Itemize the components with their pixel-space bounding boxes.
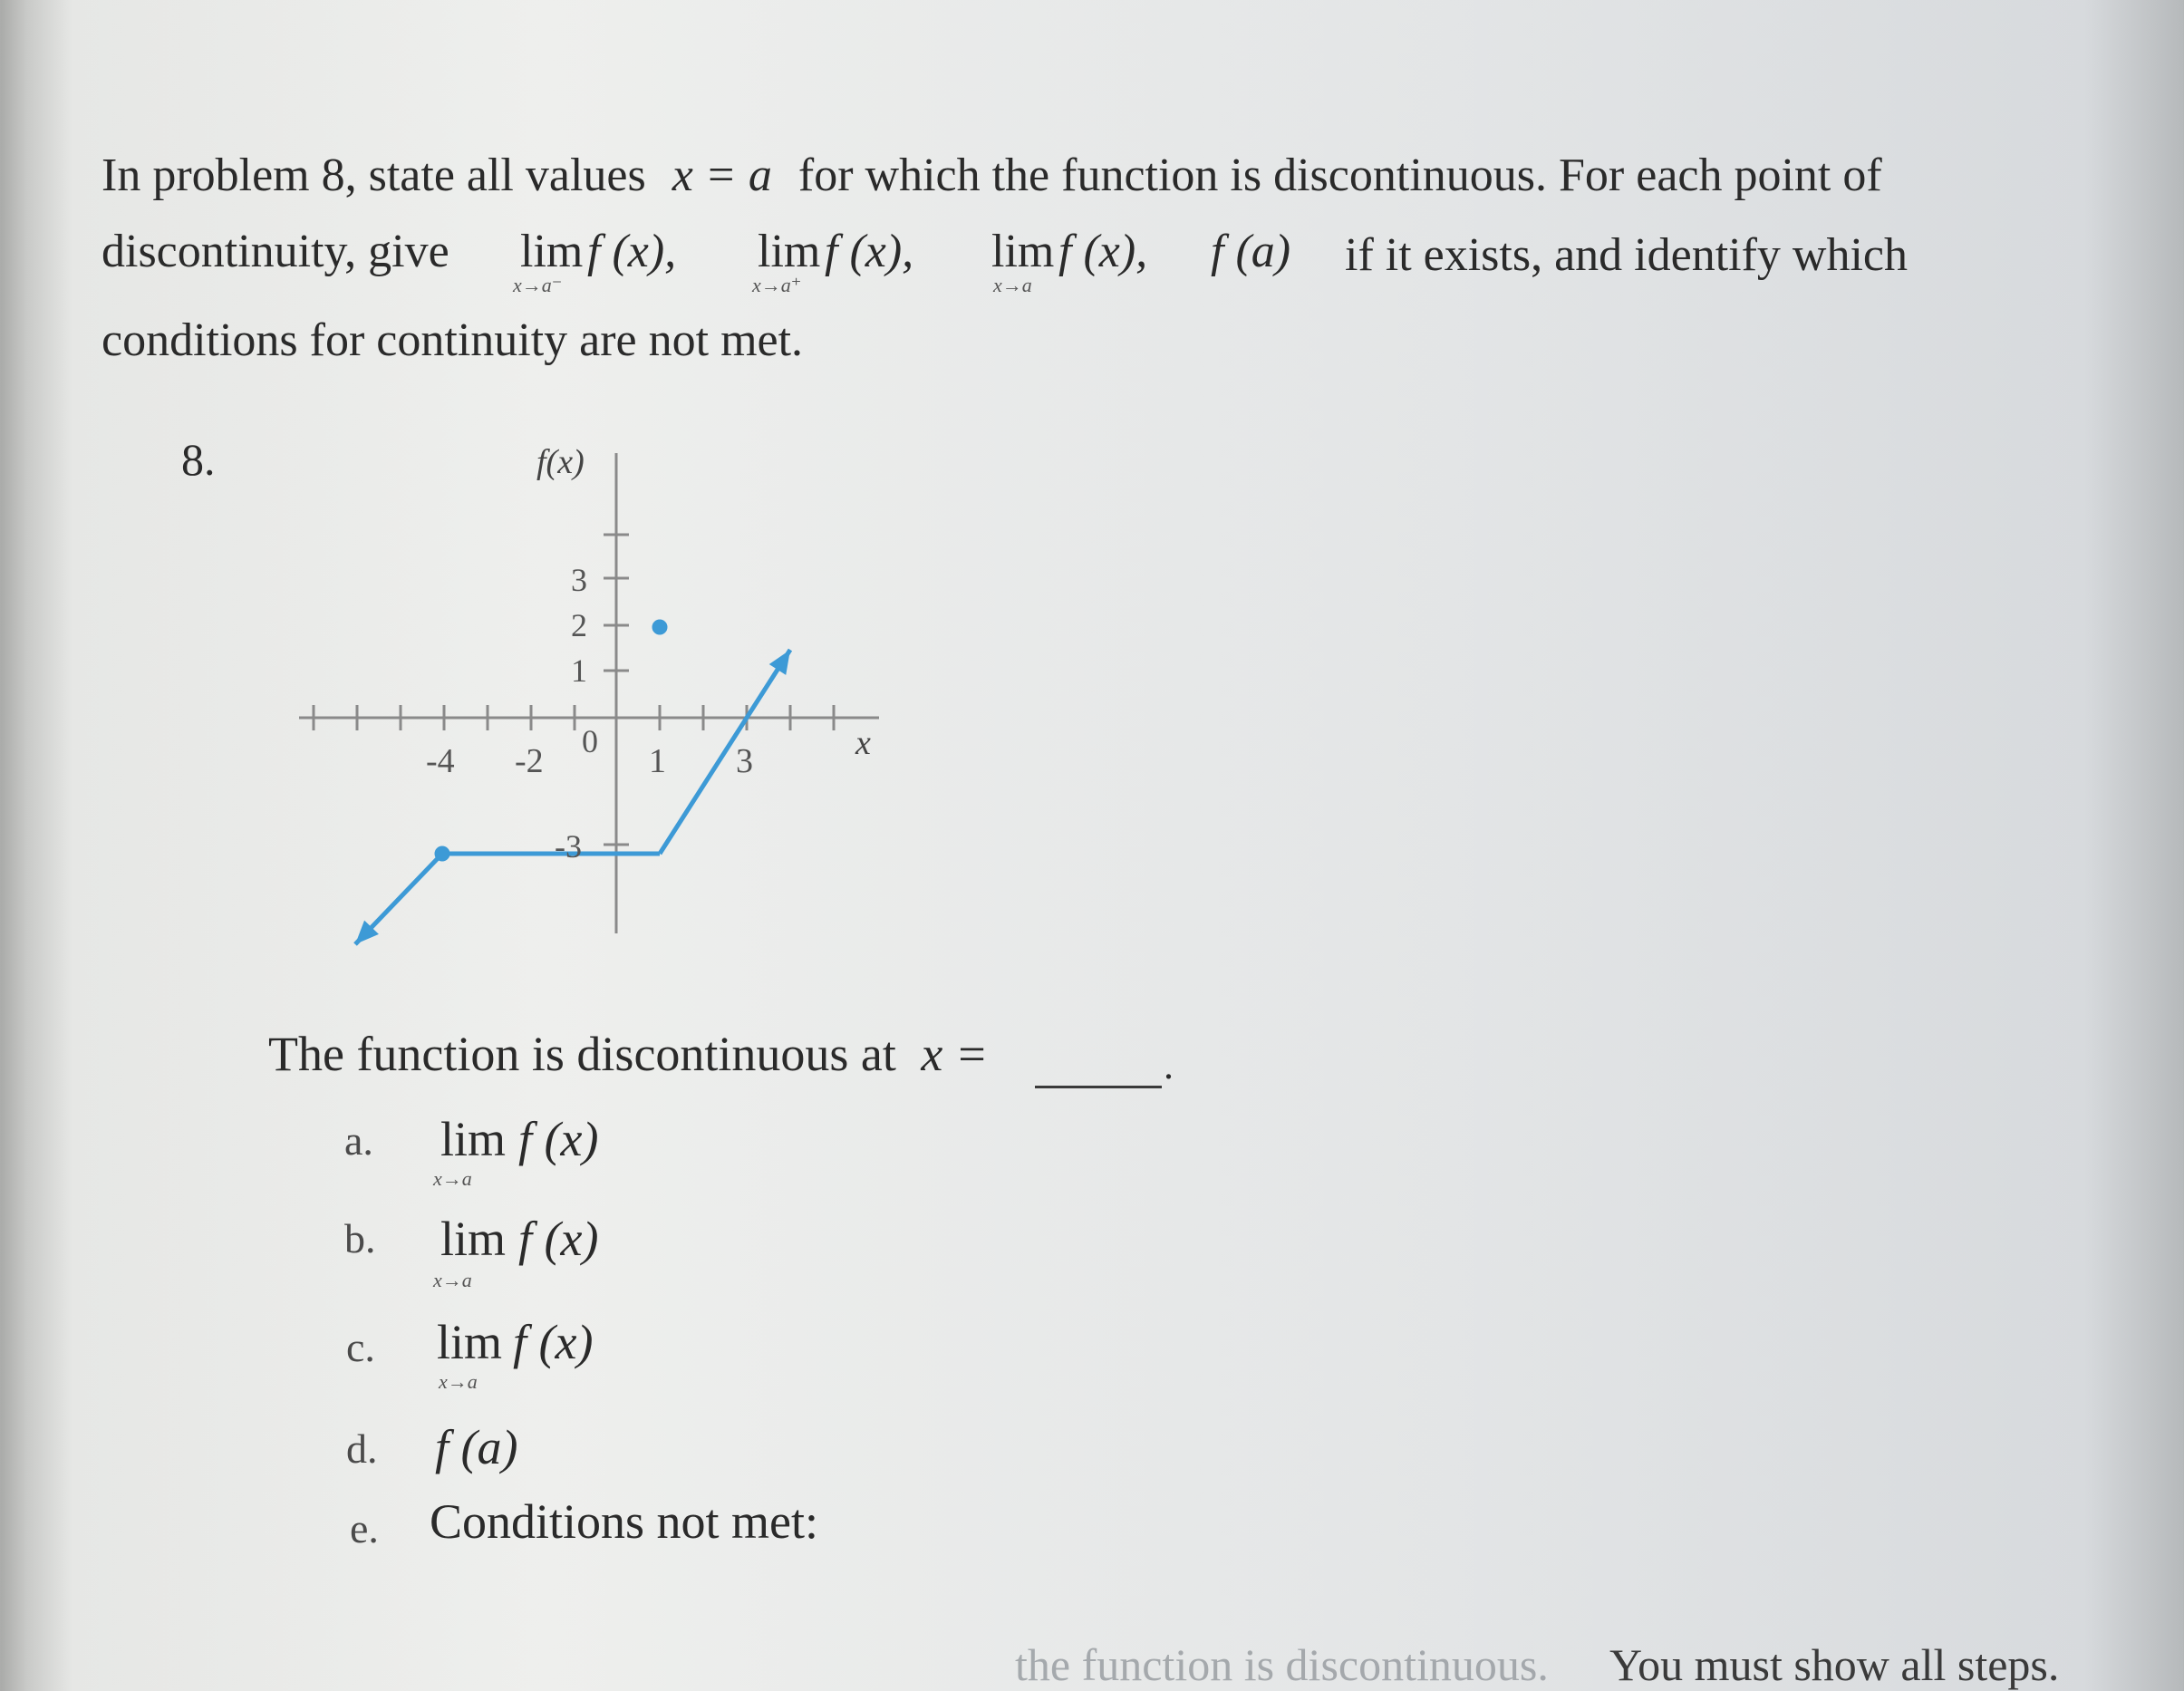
part-d-label: d. xyxy=(346,1425,378,1472)
part-a-subscript: x→a xyxy=(433,1167,472,1190)
part-b-label: b. xyxy=(344,1215,376,1261)
problem-number: 8. xyxy=(181,434,216,485)
graph-segment-3 xyxy=(660,650,790,854)
limit-both-fx: f (x), xyxy=(1058,226,1148,277)
limit-both-lim: lim xyxy=(991,226,1055,277)
instruction-line-2-suffix: if it exists, and identify which xyxy=(1345,229,1909,281)
graph-arrowhead-right xyxy=(769,650,790,675)
graph-point-1 xyxy=(436,847,449,860)
graph-axes xyxy=(299,453,879,933)
tick-label-x-3: 3 xyxy=(736,742,753,780)
part-b-subscript: x→a xyxy=(433,1269,472,1291)
x-axis-label: x xyxy=(855,724,871,762)
limit-left-fx: f (x), xyxy=(587,226,677,277)
tick-label-x-neg2: -2 xyxy=(515,742,544,780)
part-e-text: Conditions not met: xyxy=(430,1494,819,1549)
limit-right-lim: lim xyxy=(758,226,821,277)
function-graph xyxy=(299,426,933,952)
part-c-lim: lim xyxy=(437,1315,503,1369)
part-a-label: a. xyxy=(344,1117,373,1164)
part-e-label: e. xyxy=(350,1505,379,1551)
limit-right-subscript: x→a⁺ xyxy=(752,274,802,296)
graph-point-2 xyxy=(653,621,666,633)
limit-right-fx: f (x), xyxy=(825,226,914,277)
instruction-line-1 xyxy=(101,149,1882,202)
part-a-function: f (x) xyxy=(518,1112,599,1166)
instruction-variable: x = a xyxy=(672,150,772,201)
discontinuity-prompt-variable: x = xyxy=(921,1027,989,1081)
footer-instruction: You must show all steps. xyxy=(1609,1639,2060,1690)
footer-cut-text: the function is discontinuous. xyxy=(1015,1639,1549,1690)
answer-blank-period: . xyxy=(1164,1043,1174,1087)
limit-both-subscript: x→a xyxy=(993,274,1032,296)
limit-left-subscript: x→a⁻ xyxy=(513,274,563,296)
tick-label-x-1: 1 xyxy=(649,742,666,780)
instruction-line-2-prefix: discontinuity, give xyxy=(101,226,449,277)
answer-blank-x[interactable] xyxy=(1035,1084,1162,1088)
part-c-subscript: x→a xyxy=(439,1370,478,1393)
function-value-fa: f (a) xyxy=(1211,226,1291,277)
tick-label-x-neg4: -4 xyxy=(426,742,455,780)
instruction-line-1-prefix: In problem 8, state all values xyxy=(101,150,646,201)
tick-label-y-neg3: -3 xyxy=(555,828,582,865)
discontinuity-prompt-text: The function is discontinuous at xyxy=(268,1027,896,1081)
limit-left-lim: lim xyxy=(520,226,584,277)
part-b-lim: lim xyxy=(440,1212,507,1266)
instruction-line-1-suffix: for which the function is discontinuous. For each point of xyxy=(797,150,1882,201)
part-a-lim: lim xyxy=(440,1112,507,1166)
instruction-line-3: conditions for continuity are not met. xyxy=(101,314,804,366)
tick-label-y-1: 1 xyxy=(571,652,587,689)
discontinuity-prompt xyxy=(268,1026,988,1082)
part-b-function: f (x) xyxy=(518,1212,599,1266)
part-c-label: c. xyxy=(346,1324,375,1370)
tick-label-origin: 0 xyxy=(582,723,598,759)
tick-label-y-2: 2 xyxy=(571,607,587,643)
y-axis-label: f(x) xyxy=(536,443,585,481)
part-c-function: f (x) xyxy=(513,1315,594,1369)
part-d-fa: f (a) xyxy=(435,1420,518,1474)
tick-label-y-3: 3 xyxy=(571,562,587,598)
